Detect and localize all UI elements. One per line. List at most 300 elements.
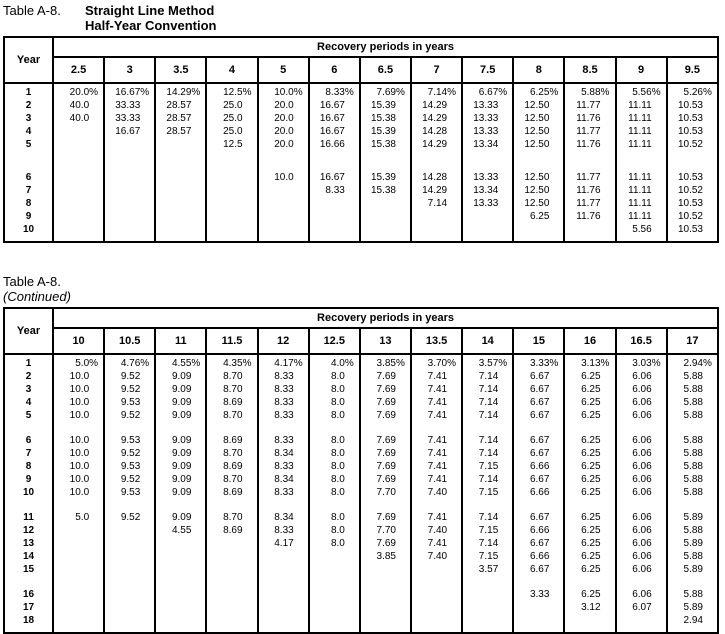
value-cell: 16.67 [309, 99, 360, 112]
value-cell: 14.29 [411, 138, 462, 151]
value-cell [309, 499, 360, 511]
year-cell: 7 [25, 448, 32, 459]
value-cell: 20.0 [258, 99, 309, 112]
value-cell [667, 151, 718, 171]
value-cell [104, 210, 155, 223]
value-cell: 3.12 [564, 601, 615, 614]
table1-title-block [3, 3, 722, 33]
value-cell: 10.53 [667, 125, 718, 138]
value-cell [104, 197, 155, 210]
value-cell [513, 236, 564, 242]
table-row [4, 447, 718, 460]
value-cell: 8.33 [258, 370, 309, 383]
value-cell: 7.41 [411, 537, 462, 550]
value-cell [309, 601, 360, 614]
value-cell: 10.0 [258, 171, 309, 184]
value-cell [104, 184, 155, 197]
value-cell: 12.5 [206, 138, 257, 151]
value-cell [53, 171, 104, 184]
value-cell [309, 563, 360, 576]
value-cell: 5.89 [667, 601, 718, 614]
value-cell: 6.67 [513, 563, 564, 576]
value-cell: 10.53 [667, 223, 718, 236]
value-cell: 9.53 [104, 486, 155, 499]
value-cell [258, 184, 309, 197]
value-cell [53, 601, 104, 614]
value-cell [155, 151, 206, 171]
value-cell: 7.41 [411, 473, 462, 486]
year-cell: 5 [25, 139, 32, 150]
value-cell: 14.29% [155, 83, 206, 99]
percent-sign: % [498, 358, 508, 369]
value-cell: 10.52 [667, 210, 718, 223]
recovery-period-column-header: 12 [258, 328, 309, 354]
value-cell [155, 223, 206, 236]
recovery-period-column-header: 12.5 [309, 328, 360, 354]
value-cell: 6.67 [513, 370, 564, 383]
value-cell [104, 236, 155, 242]
value-cell [155, 171, 206, 184]
value-cell: 4.55% [155, 354, 206, 370]
value-cell [206, 499, 257, 511]
value-cell [309, 627, 360, 633]
percent-sign: % [447, 358, 457, 369]
value-cell [53, 236, 104, 242]
value-cell [53, 588, 104, 601]
value-cell [513, 422, 564, 434]
value-cell: 11.76 [564, 138, 615, 151]
value-cell: 8.34 [258, 473, 309, 486]
value-cell [616, 627, 667, 633]
value-cell: 5.56 [616, 223, 667, 236]
percent-sign: % [395, 87, 405, 98]
value-cell [616, 499, 667, 511]
value-cell [258, 210, 309, 223]
value-cell: 6.25 [564, 370, 615, 383]
value-cell: 6.06 [616, 370, 667, 383]
value-cell [155, 537, 206, 550]
value-cell [462, 588, 513, 601]
year-cell: 14 [22, 551, 35, 562]
value-cell: 12.50 [513, 99, 564, 112]
value-cell: 7.14 [462, 473, 513, 486]
value-cell: 11.11 [616, 125, 667, 138]
year-cell: 6 [25, 172, 32, 183]
year-cell: 17 [22, 602, 35, 613]
year-cell [4, 499, 53, 511]
value-cell [258, 550, 309, 563]
value-cell: 5.88 [667, 588, 718, 601]
value-cell [104, 499, 155, 511]
value-cell [309, 197, 360, 210]
value-cell [206, 184, 257, 197]
value-cell [53, 184, 104, 197]
value-cell: 15.39 [360, 171, 411, 184]
value-cell [206, 601, 257, 614]
value-cell [360, 588, 411, 601]
table1-label: Table A-8. [3, 3, 61, 18]
value-cell: 7.41 [411, 370, 462, 383]
value-cell [104, 537, 155, 550]
value-cell: 14.29 [411, 99, 462, 112]
value-cell: 2.94 [667, 614, 718, 627]
value-cell: 10.52 [667, 138, 718, 151]
straight-line-half-year-table-continued [3, 307, 719, 634]
value-cell: 9.09 [155, 511, 206, 524]
value-cell: 11.76 [564, 184, 615, 197]
table-row [4, 486, 718, 499]
value-cell: 11.76 [564, 210, 615, 223]
value-cell [258, 588, 309, 601]
value-cell: 8.70 [206, 370, 257, 383]
value-cell [309, 210, 360, 223]
value-cell [564, 422, 615, 434]
value-cell: 8.69 [206, 486, 257, 499]
value-cell: 8.33% [309, 83, 360, 99]
year-cell: 18 [22, 615, 35, 626]
table-row [4, 99, 718, 112]
value-cell: 28.57 [155, 125, 206, 138]
value-cell [513, 223, 564, 236]
value-cell: 9.52 [104, 511, 155, 524]
value-cell: 7.14 [411, 197, 462, 210]
table2-label: Table A-8. (Continued) [3, 274, 71, 304]
value-cell: 7.69% [360, 83, 411, 99]
value-cell: 6.25 [564, 396, 615, 409]
value-cell [462, 576, 513, 588]
value-cell [53, 550, 104, 563]
value-cell: 11.11 [616, 112, 667, 125]
value-cell [104, 563, 155, 576]
value-cell: 6.25 [564, 524, 615, 537]
percent-sign: % [651, 358, 661, 369]
table-row [4, 460, 718, 473]
value-cell [616, 236, 667, 242]
value-cell: 6.06 [616, 486, 667, 499]
value-cell [462, 151, 513, 171]
value-cell: 2.94% [667, 354, 718, 370]
value-cell [309, 576, 360, 588]
value-cell: 6.06 [616, 550, 667, 563]
percent-sign: % [140, 87, 150, 98]
value-cell: 7.69 [360, 370, 411, 383]
value-cell [53, 125, 104, 138]
value-cell [53, 627, 104, 633]
year-cell [4, 151, 53, 171]
value-cell [564, 236, 615, 242]
value-cell [53, 563, 104, 576]
value-cell [206, 588, 257, 601]
value-cell: 6.25 [564, 434, 615, 447]
value-cell: 10.0 [53, 434, 104, 447]
percent-sign: % [395, 358, 405, 369]
value-cell [104, 627, 155, 633]
value-cell [155, 197, 206, 210]
recovery-period-column-header: 17 [667, 328, 718, 354]
value-cell [155, 576, 206, 588]
value-cell: 8.0 [309, 396, 360, 409]
table-row [4, 223, 718, 236]
value-cell: 9.09 [155, 396, 206, 409]
value-cell: 8.33 [258, 409, 309, 422]
value-cell: 3.33 [513, 588, 564, 601]
value-cell: 3.57% [462, 354, 513, 370]
value-cell [411, 422, 462, 434]
value-cell [206, 614, 257, 627]
value-cell [309, 236, 360, 242]
value-cell: 5.89 [667, 537, 718, 550]
value-cell [258, 236, 309, 242]
value-cell: 6.06 [616, 524, 667, 537]
value-cell: 7.15 [462, 524, 513, 537]
value-cell: 10.0% [258, 83, 309, 99]
value-cell: 6.06 [616, 383, 667, 396]
value-cell: 6.67% [462, 83, 513, 99]
value-cell [360, 499, 411, 511]
table-row [4, 138, 718, 151]
year-cell: 1 [25, 87, 32, 98]
value-cell: 5.88 [667, 550, 718, 563]
value-cell [53, 138, 104, 151]
value-cell: 9.52 [104, 370, 155, 383]
percent-sign: % [344, 358, 354, 369]
value-cell: 7.70 [360, 486, 411, 499]
value-cell: 11.11 [616, 184, 667, 197]
value-cell: 9.09 [155, 473, 206, 486]
value-cell [564, 151, 615, 171]
value-cell [411, 499, 462, 511]
value-cell [462, 601, 513, 614]
value-cell: 7.14 [462, 370, 513, 383]
year-cell: 1 [25, 358, 32, 369]
value-cell [411, 223, 462, 236]
value-cell: 8.0 [309, 409, 360, 422]
table-row [4, 524, 718, 537]
value-cell: 9.09 [155, 486, 206, 499]
table-row [4, 563, 718, 576]
value-cell: 7.40 [411, 550, 462, 563]
percent-sign: % [242, 87, 252, 98]
value-cell [104, 138, 155, 151]
value-cell [104, 550, 155, 563]
value-cell: 4.17 [258, 537, 309, 550]
table-row [4, 184, 718, 197]
value-cell [309, 151, 360, 171]
recovery-period-column-header: 2.5 [53, 57, 104, 83]
year-cell [4, 422, 53, 434]
year-column-header: Year [4, 37, 53, 83]
value-cell: 5.0 [53, 511, 104, 524]
recovery-period-column-header: 6 [309, 57, 360, 83]
value-cell: 7.14% [411, 83, 462, 99]
table1-title-line1: Straight Line Method [85, 3, 215, 18]
value-cell [564, 627, 615, 633]
value-cell: 3.57 [462, 563, 513, 576]
value-cell [53, 614, 104, 627]
value-cell: 6.67 [513, 434, 564, 447]
value-cell: 8.69 [206, 524, 257, 537]
table2-continued-label: (Continued) [3, 289, 71, 304]
value-cell [155, 601, 206, 614]
value-cell: 13.33 [462, 112, 513, 125]
value-cell: 7.69 [360, 473, 411, 486]
value-cell: 5.26% [667, 83, 718, 99]
bottom-pad-row [4, 627, 718, 633]
year-cell: 2 [25, 371, 32, 382]
value-cell [155, 563, 206, 576]
year-cell: 10 [22, 487, 35, 498]
year-cell: 5 [25, 410, 32, 421]
value-cell [155, 138, 206, 151]
value-cell: 6.06 [616, 447, 667, 460]
value-cell: 6.06 [616, 396, 667, 409]
value-cell: 12.50 [513, 138, 564, 151]
percent-sign: % [293, 358, 303, 369]
value-cell: 6.06 [616, 588, 667, 601]
value-cell [258, 151, 309, 171]
recovery-period-column-header: 7.5 [462, 57, 513, 83]
straight-line-half-year-table [3, 36, 719, 243]
value-cell: 9.53 [104, 460, 155, 473]
table-row [4, 473, 718, 486]
value-cell: 6.66 [513, 550, 564, 563]
year-cell: 15 [22, 564, 35, 575]
value-cell: 5.88 [667, 370, 718, 383]
value-cell [564, 499, 615, 511]
value-cell: 11.11 [616, 138, 667, 151]
recovery-periods-header: Recovery periods in years [53, 308, 718, 328]
value-cell [53, 499, 104, 511]
value-cell: 4.17% [258, 354, 309, 370]
value-cell [258, 614, 309, 627]
value-cell: 5.88 [667, 460, 718, 473]
value-cell: 7.41 [411, 460, 462, 473]
value-cell [309, 223, 360, 236]
value-cell [258, 563, 309, 576]
value-cell [513, 627, 564, 633]
recovery-period-column-header: 5 [258, 57, 309, 83]
value-cell: 7.14 [462, 434, 513, 447]
value-cell [53, 576, 104, 588]
table1-title [85, 3, 216, 33]
value-cell: 6.25 [564, 511, 615, 524]
value-cell: 5.88 [667, 383, 718, 396]
value-cell: 8.33 [258, 396, 309, 409]
value-cell: 11.76 [564, 112, 615, 125]
value-cell: 7.15 [462, 550, 513, 563]
value-cell: 11.11 [616, 210, 667, 223]
value-cell: 7.41 [411, 396, 462, 409]
recovery-period-column-header: 3 [104, 57, 155, 83]
table-row [4, 396, 718, 409]
value-cell: 8.34 [258, 447, 309, 460]
value-cell [104, 524, 155, 537]
value-cell: 15.38 [360, 184, 411, 197]
value-cell [206, 627, 257, 633]
value-cell: 8.33 [258, 524, 309, 537]
value-cell [258, 627, 309, 633]
value-cell: 9.52 [104, 383, 155, 396]
value-cell: 14.29 [411, 112, 462, 125]
value-cell: 15.39 [360, 99, 411, 112]
value-cell: 40.0 [53, 112, 104, 125]
value-cell [616, 576, 667, 588]
value-cell: 8.70 [206, 409, 257, 422]
value-cell: 10.0 [53, 486, 104, 499]
value-cell: 5.88 [667, 486, 718, 499]
recovery-period-column-header: 3.5 [155, 57, 206, 83]
year-cell: 8 [25, 198, 32, 209]
value-cell: 20.0% [53, 83, 104, 99]
table-row [4, 112, 718, 125]
value-cell: 25.0 [206, 99, 257, 112]
value-cell: 6.25 [564, 447, 615, 460]
value-cell [258, 422, 309, 434]
value-cell [104, 614, 155, 627]
percent-sign: % [703, 358, 712, 369]
table-row [4, 409, 718, 422]
value-cell: 7.14 [462, 396, 513, 409]
value-cell: 16.67 [309, 125, 360, 138]
recovery-periods-header: Recovery periods in years [53, 37, 718, 57]
value-cell [206, 210, 257, 223]
value-cell: 8.70 [206, 473, 257, 486]
year-cell: 3 [25, 113, 32, 124]
value-cell: 5.88 [667, 473, 718, 486]
value-cell: 7.41 [411, 434, 462, 447]
value-cell: 7.14 [462, 511, 513, 524]
value-cell: 28.57 [155, 112, 206, 125]
value-cell [104, 422, 155, 434]
value-cell [104, 151, 155, 171]
year-cell: 4 [25, 126, 32, 137]
value-cell [309, 588, 360, 601]
percent-sign: % [447, 87, 457, 98]
table2-title-block [3, 274, 722, 304]
value-cell: 9.52 [104, 447, 155, 460]
value-cell [360, 563, 411, 576]
value-cell [360, 197, 411, 210]
percent-sign: % [242, 358, 252, 369]
value-cell: 3.33% [513, 354, 564, 370]
value-cell: 5.89 [667, 511, 718, 524]
value-cell [564, 576, 615, 588]
value-cell: 12.50 [513, 125, 564, 138]
value-cell: 9.09 [155, 383, 206, 396]
value-cell: 13.33 [462, 171, 513, 184]
value-cell [411, 614, 462, 627]
value-cell [206, 550, 257, 563]
percent-sign: % [549, 358, 559, 369]
value-cell: 16.67 [104, 125, 155, 138]
value-cell: 9.09 [155, 460, 206, 473]
value-cell: 8.33 [258, 434, 309, 447]
recovery-period-column-header: 13 [360, 328, 411, 354]
value-cell: 6.06 [616, 409, 667, 422]
value-cell: 11.77 [564, 99, 615, 112]
value-cell: 11.77 [564, 125, 615, 138]
recovery-period-column-header: 16.5 [616, 328, 667, 354]
value-cell [206, 151, 257, 171]
value-cell: 7.69 [360, 447, 411, 460]
value-cell [462, 614, 513, 627]
value-cell: 7.40 [411, 524, 462, 537]
value-cell: 8.0 [309, 511, 360, 524]
value-cell [309, 614, 360, 627]
value-cell: 6.25 [564, 486, 615, 499]
value-cell [258, 223, 309, 236]
value-cell: 6.67 [513, 537, 564, 550]
